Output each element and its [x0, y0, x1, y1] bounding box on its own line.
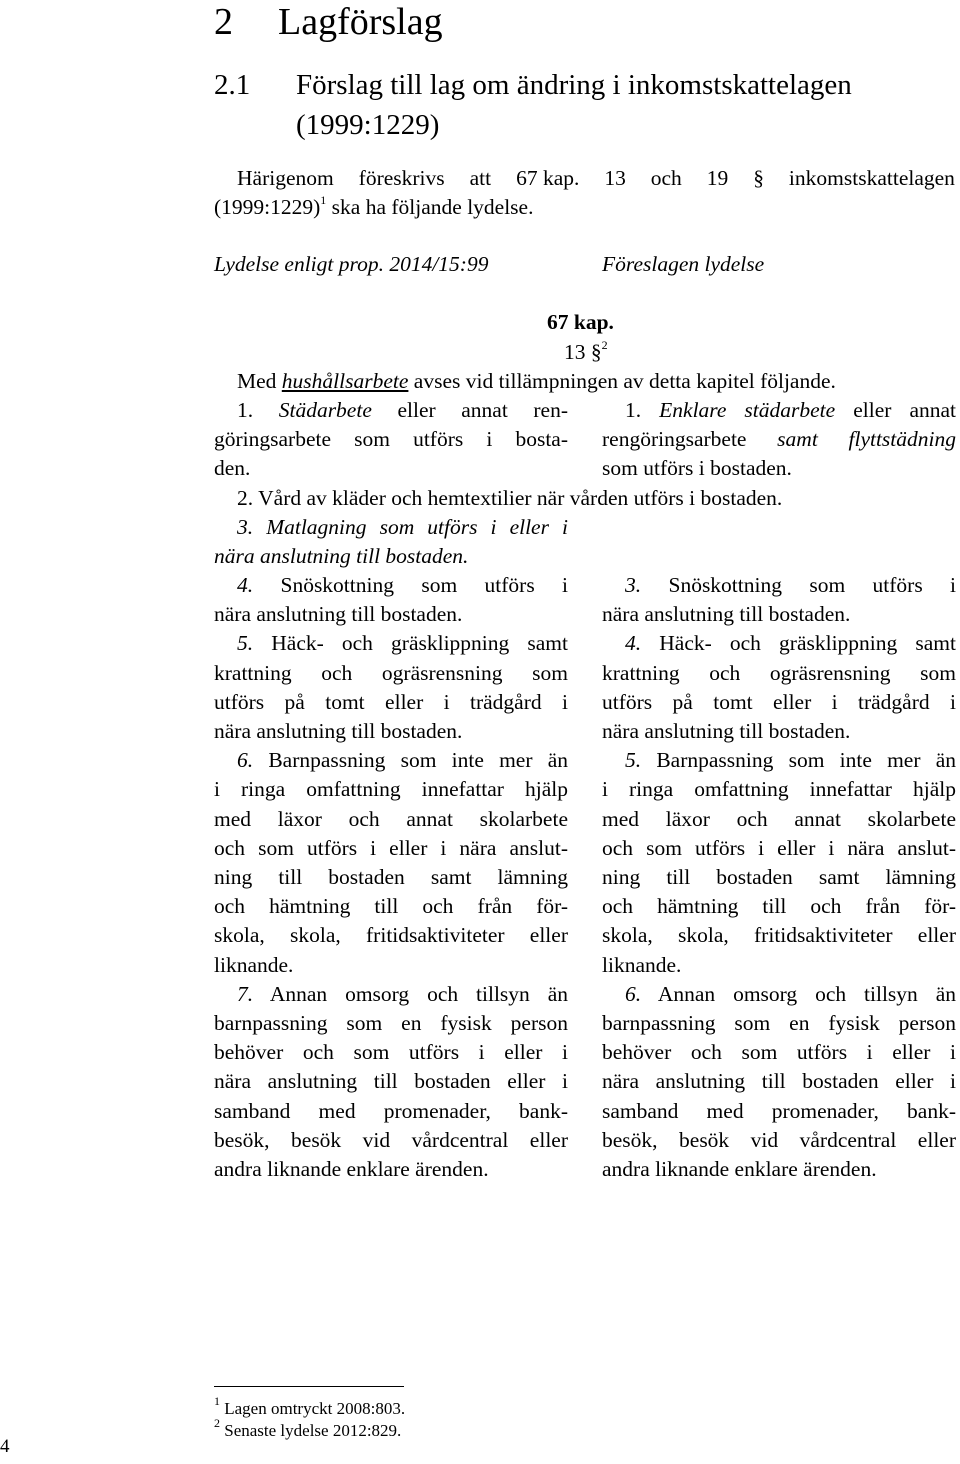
list-item: 6. Annan omsorg och tillsyn än barnpassning som en fysisk person behöver och som utförs i eller i nära anslutning till bostaden eller i samband med promenader, bank- besök, besök vid vårdcentral eller andra liknande enklare ärenden.: [602, 981, 956, 1182]
left-column-items: [214, 571, 568, 1184]
section-number: 2.1: [214, 69, 251, 101]
header-current-wording: Lydelse enligt prop. 2014/15:99: [214, 252, 489, 276]
list-item: 7. Annan omsorg och tillsyn än barnpassning som en fysisk person behöver och som utförs i eller i nära anslutning till bostaden eller i samband med promenader, bank- besök, besök vid vårdcentral eller andra liknande enklare ärenden.: [214, 981, 568, 1182]
paragraph-ref: 13 §$^2$: [564, 337, 608, 364]
intro-line2: (1999:1229)$^1$ ska ha följande lydelse.: [214, 192, 534, 219]
list-item: 4. Snöskottning som utförs i nära anslutning till bostaden.: [214, 573, 569, 627]
list-item: 6. Barnpassning som inte mer än i ringa omfattning innefattar hjälp med läxor och annat skolarbete och som utförs i eller i nära anslut- ning till bostaden samt lämning och hämtning till och från för- skola, skola, fritidsaktiviteter eller liknande.: [214, 748, 569, 977]
header-proposed-wording: Föreslagen lydelse: [602, 252, 765, 276]
footnote-divider: [214, 1386, 404, 1387]
item3-left: 3. Matlagning som utförs i eller i nära anslutning till bostaden.: [214, 515, 568, 569]
footnote-ref-1[interactable]: 1: [320, 192, 327, 207]
chapter-heading: [214, 0, 443, 44]
list-item: 5. Barnpassning som inte mer än i ringa omfattning innefattar hjälp med läxor och annat skolarbete och som utförs i eller i nära anslut- ning till bostaden samt lämning och hämtning till och från för- skola, skola, fritidsaktiviteter eller liknande.: [602, 748, 957, 977]
footnote-ref-2[interactable]: 2: [601, 337, 608, 352]
item1-left: 1. Städarbete eller annat ren- göringsarbete som utförs i bosta- den.: [214, 398, 569, 481]
section-sign: §: [753, 166, 764, 190]
item1-right: 1. Enklare städarbete eller annat rengöringsarbete samt flyttstädning som utförs i bostaden.: [602, 398, 957, 481]
footnote-1: $^1$ Lagen omtryckt 2008:803.: [214, 1394, 406, 1418]
intro-line1: Härigenom föreskrivs att 67 kap. 13 och 19 § inkomstskattelagen: [237, 164, 955, 193]
footnote-2: $^2$ Senaste lydelse 2012:829.: [214, 1416, 402, 1440]
list-item: 4. Häck- och gräsklippning samt krattning och ogräsrensning som utförs på tomt eller i trädgård i nära anslutning till bostaden.: [602, 631, 957, 744]
list-item: 5. Häck- och gräsklippning samt krattning och ogräsrensning som utförs på tomt eller i trädgård i nära anslutning till bostaden.: [214, 631, 569, 744]
section-title-line1: Förslag till lag om ändring i inkomstskattelagen: [296, 69, 852, 101]
chapter-title: Lagförslag: [278, 1, 443, 43]
list-item: 3. Snöskottning som utförs i nära anslutning till bostaden.: [602, 573, 957, 627]
right-column-items: [602, 571, 956, 1184]
page-number: 4: [0, 1436, 10, 1457]
chapter-number: 2: [214, 1, 233, 43]
definition-line: Med hushållsarbete avses vid tillämpningen av detta kapitel följande.: [237, 369, 836, 393]
chapter-ref: 67 kap.: [547, 310, 614, 334]
section-title-line2: (1999:1229): [296, 109, 440, 141]
item2: 2. Vård av kläder och hemtextilier när vården utförs i bostaden.: [237, 486, 783, 510]
defined-term: hushållsarbete: [281, 369, 409, 393]
